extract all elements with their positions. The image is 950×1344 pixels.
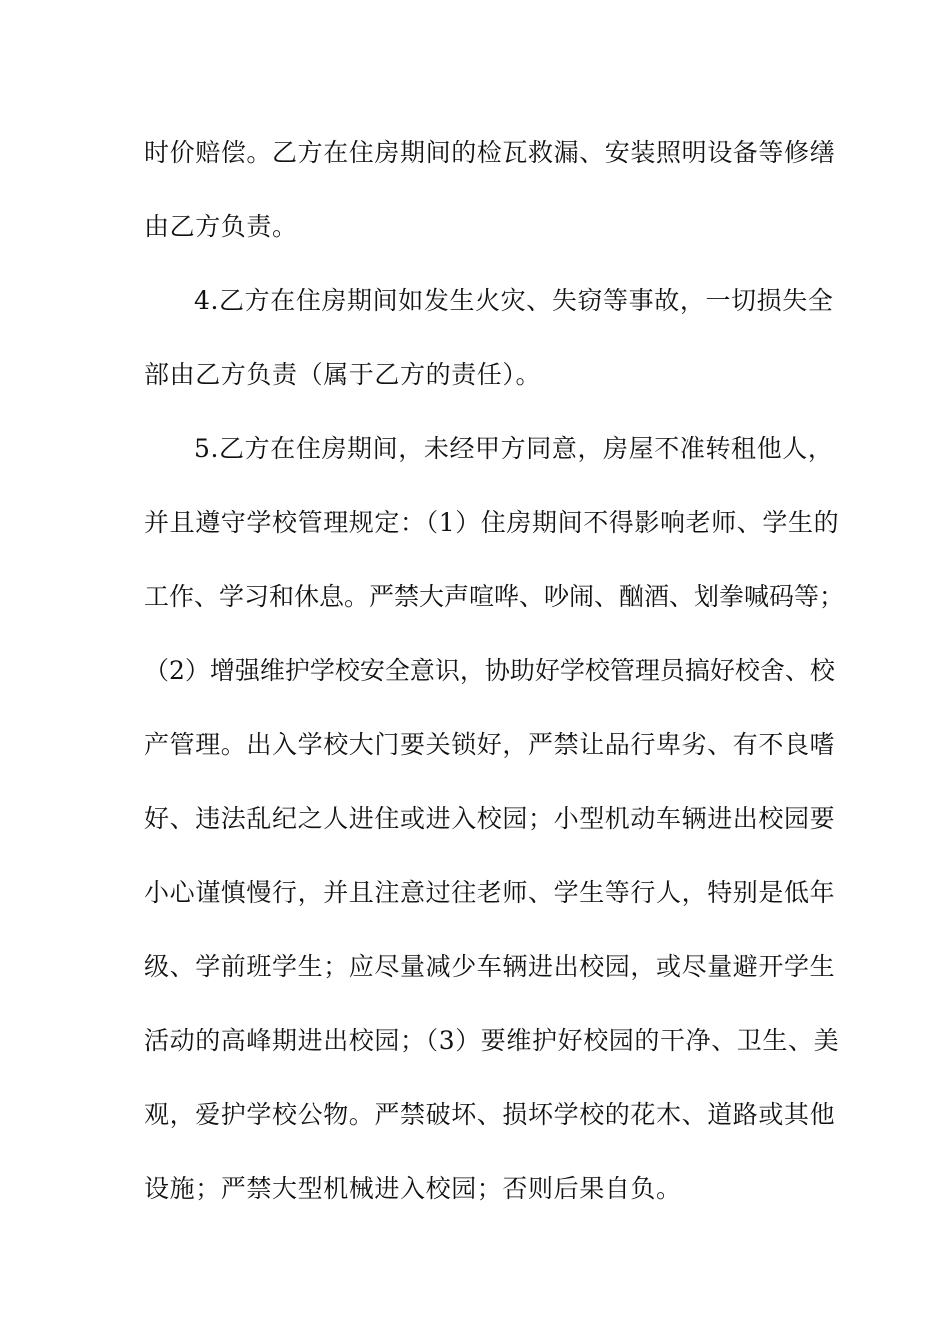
text-line: 工作、学习和休息。严禁大声喧哗、吵闹、酗酒、划拳喊码等； [144, 582, 845, 611]
text-line: 好、违法乱纪之人进住或进入校园；小型机动车辆进出校园要 [144, 804, 836, 833]
text-line: 观，爱护学校公物。严禁破坏、损坏学校的花木、道路或其他 [144, 1100, 836, 1129]
text-line: 部由乙方负责（属于乙方的责任）。 [144, 360, 542, 389]
text-line: 小心谨慎慢行，并且注意过往老师、学生等行人，特别是低年 [144, 878, 836, 907]
text-line: 设施；严禁大型机械进入校园；否则后果自负。 [144, 1174, 682, 1203]
text-line: （2）增强维护学校安全意识，协助好学校管理员搞好校舍、校 [144, 656, 835, 685]
text-line: 由乙方负责。 [144, 212, 298, 241]
text-line: 时价赔偿。乙方在住房期间的检瓦救漏、安装照明设备等修缮 [144, 138, 836, 167]
paragraph-4-line: 4.乙方在住房期间如发生火灾、失窃等事故，一切损失全 [194, 286, 834, 315]
text-line: 并且遵守学校管理规定：（1）住房期间不得影响老师、学生的 [144, 508, 840, 537]
text-line: 活动的高峰期进出校园；（3）要维护好校园的干净、卫生、美 [144, 1026, 840, 1055]
text-line: 产管理。出入学校大门要关锁好，严禁让品行卑劣、有不良嗜 [144, 730, 836, 759]
text-line: 级、学前班学生；应尽量减少车辆进出校园，或尽量避开学生 [144, 952, 836, 981]
paragraph-5-line: 5.乙方在住房期间，未经甲方同意，房屋不准转租他人， [194, 434, 834, 463]
